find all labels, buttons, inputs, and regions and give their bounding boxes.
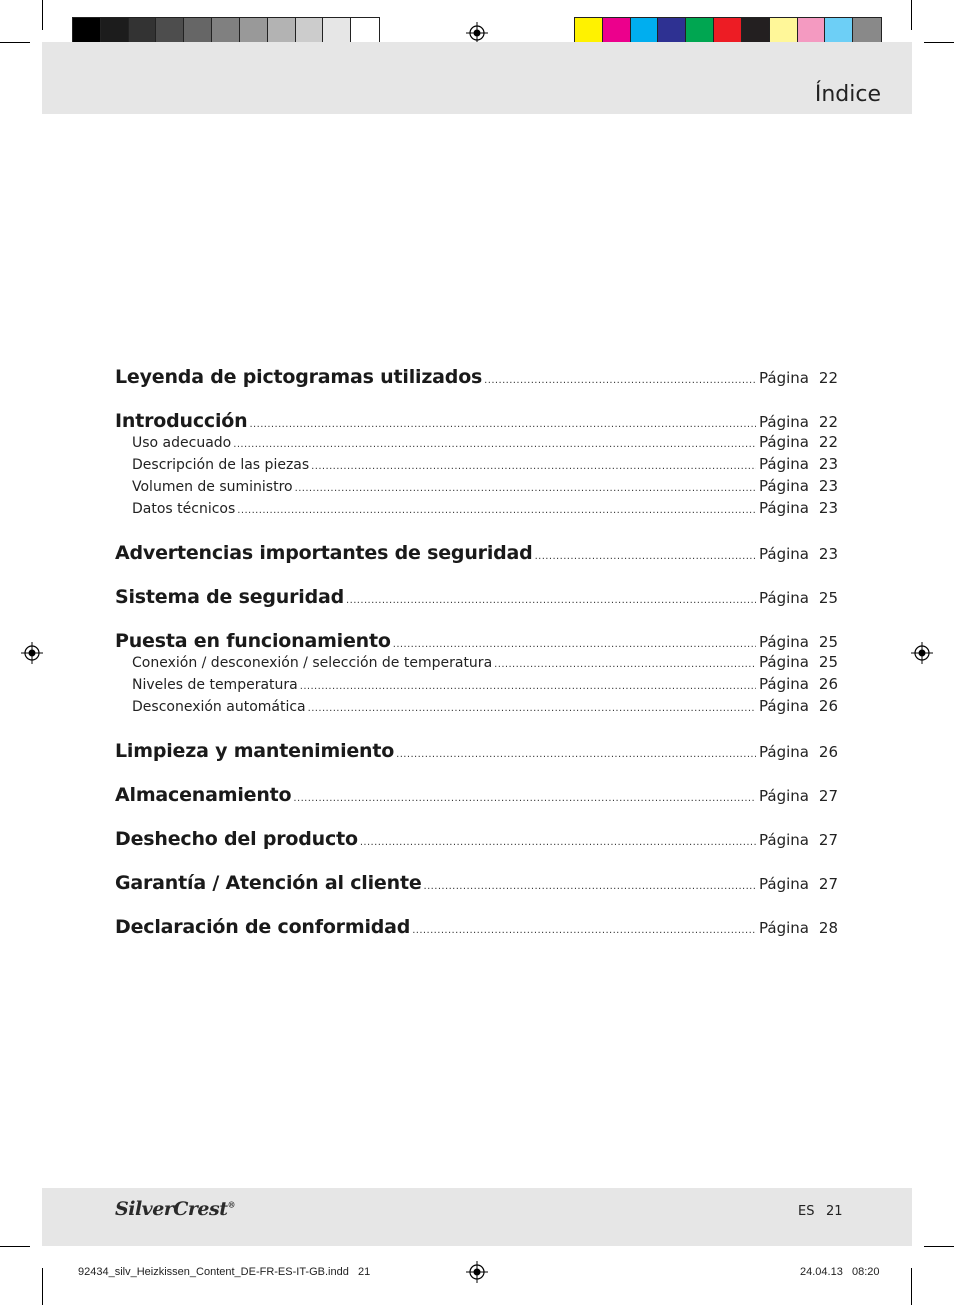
- color-swatch: [714, 18, 742, 45]
- crop-mark: [0, 42, 30, 43]
- toc-leader-dots: [295, 476, 756, 495]
- toc-page-number: 28: [818, 919, 838, 937]
- toc-entry-label: Conexión / desconexión / selección de temperatura: [132, 655, 493, 671]
- toc-page-number: 23: [818, 499, 838, 517]
- page-title: Índice: [814, 82, 881, 107]
- brand-mark: ®: [227, 1199, 235, 1210]
- toc-entry-label: Leyenda de pictogramas utilizados: [115, 366, 483, 388]
- toc-subsection-entry[interactable]: [115, 652, 838, 674]
- crop-mark: [924, 42, 954, 43]
- crop-mark: [42, 0, 43, 30]
- crop-mark: [924, 1246, 954, 1247]
- color-swatch: [770, 18, 798, 45]
- toc-page-number: 26: [818, 697, 838, 715]
- color-swatch: [631, 18, 659, 45]
- toc-entry-label: Volumen de suministro: [132, 479, 293, 495]
- toc-entry-label: Advertencias importantes de seguridad: [115, 542, 533, 564]
- toc-page-word: Página: [759, 919, 809, 937]
- page-number: 21: [826, 1204, 843, 1219]
- color-swatch: [825, 18, 853, 45]
- language-code: ES: [798, 1204, 815, 1219]
- toc-page-word: Página: [759, 743, 809, 761]
- crop-mark: [911, 0, 912, 30]
- slug-date: 24.04.13 08:20: [800, 1266, 880, 1278]
- color-swatch: [156, 18, 184, 45]
- toc-entry-label: Puesta en funcionamiento: [115, 630, 391, 652]
- color-swatch: [351, 18, 379, 45]
- color-swatch: [240, 18, 268, 45]
- color-swatch: [268, 18, 296, 45]
- toc-page-word: Página: [759, 545, 809, 563]
- toc-leader-dots: [233, 432, 756, 451]
- toc-page-number: 23: [818, 477, 838, 495]
- toc-subsection-entry[interactable]: [115, 432, 838, 454]
- toc-leader-dots: [535, 544, 756, 563]
- toc-leader-dots: [346, 588, 756, 607]
- toc-entry-label: Datos técnicos: [132, 501, 236, 517]
- toc-leader-dots: [412, 918, 756, 937]
- toc-page-word: Página: [759, 455, 809, 473]
- color-swatch: [129, 18, 157, 45]
- color-swatch: [296, 18, 324, 45]
- toc-leader-dots: [293, 786, 756, 805]
- toc-page-word: Página: [759, 433, 809, 451]
- header-band: [42, 42, 912, 114]
- crop-mark: [42, 1268, 43, 1305]
- toc-section-entry[interactable]: [115, 916, 838, 938]
- toc-page-number: 25: [818, 633, 838, 651]
- toc-leader-dots: [484, 368, 756, 387]
- color-swatch: [323, 18, 351, 45]
- toc-leader-dots: [424, 874, 757, 893]
- registration-mark-icon: [466, 1261, 488, 1283]
- toc-page-word: Página: [759, 653, 809, 671]
- toc-page-word: Página: [759, 633, 809, 651]
- toc-entry-label: Niveles de temperatura: [132, 677, 298, 693]
- color-swatch: [101, 18, 129, 45]
- toc-page-number: 26: [818, 675, 838, 693]
- toc-entry-label: Limpieza y mantenimiento: [115, 740, 395, 762]
- toc-page-word: Página: [759, 697, 809, 715]
- toc-page-number: 27: [818, 875, 838, 893]
- toc-page-number: 22: [818, 369, 838, 387]
- toc-page-number: 25: [818, 589, 838, 607]
- toc-section-entry[interactable]: [115, 872, 838, 894]
- toc-leader-dots: [300, 674, 756, 693]
- registration-mark-icon: [911, 642, 933, 664]
- toc-page-number: 25: [818, 653, 838, 671]
- color-swatch: [742, 18, 770, 45]
- toc-leader-dots: [237, 498, 756, 517]
- toc-page-number: 27: [818, 787, 838, 805]
- color-swatch: [212, 18, 240, 45]
- toc-page-number: 27: [818, 831, 838, 849]
- toc-section-entry[interactable]: [115, 586, 838, 608]
- table-of-contents: [115, 366, 838, 938]
- toc-page-word: Página: [759, 499, 809, 517]
- toc-entry-label: Desconexión automática: [132, 699, 306, 715]
- color-swatch: [575, 18, 603, 45]
- toc-leader-dots: [393, 632, 756, 651]
- brand-name: SilverCrest: [115, 1198, 228, 1220]
- toc-entry-label: Deshecho del producto: [115, 828, 358, 850]
- toc-page-word: Página: [759, 787, 809, 805]
- toc-page-word: Página: [759, 675, 809, 693]
- toc-entry-label: Descripción de las piezas: [132, 457, 310, 473]
- registration-mark-icon: [466, 22, 488, 44]
- toc-page-number: 22: [818, 433, 838, 451]
- toc-page-word: Página: [759, 413, 809, 431]
- toc-page-word: Página: [759, 589, 809, 607]
- toc-entry-label: Declaración de conformidad: [115, 916, 411, 938]
- brand-logo: [115, 1198, 235, 1220]
- color-swatch: [184, 18, 212, 45]
- toc-entry-label: Almacenamiento: [115, 784, 292, 806]
- crop-mark: [0, 1246, 30, 1247]
- toc-page-word: Página: [759, 369, 809, 387]
- color-swatch: [686, 18, 714, 45]
- toc-leader-dots: [360, 830, 756, 849]
- toc-entry-label: Introducción: [115, 410, 248, 432]
- toc-subsection-entry[interactable]: [115, 454, 838, 476]
- toc-subsection-entry[interactable]: [115, 498, 838, 520]
- toc-section-entry[interactable]: [115, 366, 838, 388]
- toc-page-number: 22: [818, 413, 838, 431]
- color-swatch: [603, 18, 631, 45]
- toc-entry-label: Uso adecuado: [132, 435, 232, 451]
- toc-leader-dots: [494, 652, 756, 671]
- toc-page-number: 23: [818, 455, 838, 473]
- toc-entry-label: Garantía / Atención al cliente: [115, 872, 422, 894]
- toc-leader-dots: [249, 412, 756, 431]
- toc-page-number: 26: [818, 743, 838, 761]
- toc-leader-dots: [308, 696, 756, 715]
- toc-leader-dots: [311, 454, 756, 473]
- toc-entry-label: Sistema de seguridad: [115, 586, 345, 608]
- color-swatch: [658, 18, 686, 45]
- toc-section-entry[interactable]: [115, 542, 838, 564]
- registration-mark-icon: [21, 642, 43, 664]
- toc-section-entry[interactable]: [115, 828, 838, 850]
- toc-page-word: Página: [759, 831, 809, 849]
- toc-section-entry[interactable]: [115, 740, 838, 762]
- color-swatch: [798, 18, 826, 45]
- toc-section-entry[interactable]: [115, 410, 838, 432]
- toc-section-entry[interactable]: [115, 784, 838, 806]
- toc-page-word: Página: [759, 875, 809, 893]
- toc-section-entry[interactable]: [115, 630, 838, 652]
- toc-subsection-entry[interactable]: [115, 674, 838, 696]
- color-swatch: [73, 18, 101, 45]
- toc-page-number: 23: [818, 545, 838, 563]
- toc-subsection-entry[interactable]: [115, 696, 838, 718]
- toc-page-word: Página: [759, 477, 809, 495]
- slug-filename: 92434_silv_Heizkissen_Content_DE-FR-ES-IT-GB.indd 21: [78, 1266, 371, 1278]
- crop-mark: [911, 1268, 912, 1305]
- color-swatch: [853, 18, 881, 45]
- toc-subsection-entry[interactable]: [115, 476, 838, 498]
- toc-leader-dots: [396, 742, 756, 761]
